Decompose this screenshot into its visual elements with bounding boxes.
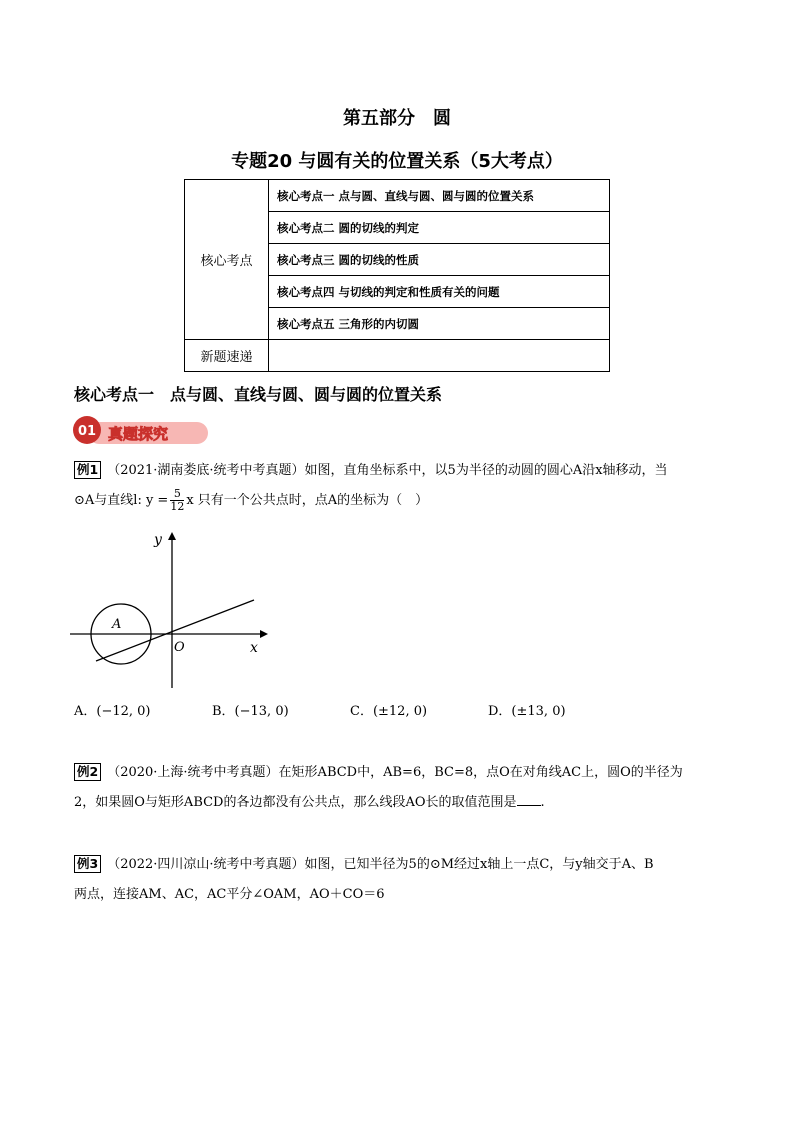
origin-label: O bbox=[174, 640, 185, 655]
question-3-line-1 bbox=[74, 850, 724, 880]
section-title: 核心考点一 点与圆、直线与圆、圆与圆的位置关系 bbox=[74, 385, 443, 404]
core-topics-label: 核心考点 bbox=[185, 180, 269, 340]
question-1-text-2b: x 只有一个公共点时，点A的坐标为（ ） bbox=[186, 493, 429, 508]
option-a[interactable]: A．(−12, 0) bbox=[74, 704, 151, 719]
question-1 bbox=[74, 456, 724, 516]
question-2-text-2: 2，如果圆O与矩形ABCD的各边都没有公共点，那么线段AO长的取值范围是 bbox=[74, 795, 517, 810]
badge-text: 真题探究 bbox=[108, 425, 169, 443]
question-2-line-2 bbox=[74, 788, 724, 818]
option-d[interactable]: D．(±13, 0) bbox=[488, 704, 566, 719]
topic-title: 专题20 与圆有关的位置关系（5大考点） bbox=[231, 151, 563, 172]
fraction-denominator: 12 bbox=[170, 500, 185, 513]
question-3-line-2: 两点，连接AM、AC，AC平分∠OAM，AO＋CO＝6 bbox=[74, 887, 385, 902]
core-topic-4: 核心考点四 与切线的判定和性质有关的问题 bbox=[269, 276, 610, 308]
question-1-text-1: （2021·湖南娄底·统考中考真题）如图，直角坐标系中，以5为半径的动圆的圆心A沿x轴移动，当 bbox=[107, 463, 668, 478]
fraction-numerator: 5 bbox=[173, 487, 181, 500]
question-3-text-1: （2022·四川凉山·统考中考真题）如图，已知半径为5的⊙M经过x轴上一点C，与y轴交于A、B bbox=[107, 857, 654, 872]
new-questions-label: 新题速递 bbox=[185, 340, 269, 372]
question-2-line-1 bbox=[74, 758, 724, 788]
y-label: y bbox=[154, 532, 162, 548]
circle-center-label: A bbox=[112, 617, 122, 632]
question-1-line-2 bbox=[74, 486, 724, 516]
question-2-text-end: . bbox=[540, 795, 545, 810]
core-topic-3: 核心考点三 圆的切线的性质 bbox=[269, 244, 610, 276]
question-3 bbox=[74, 850, 724, 910]
answer-blank[interactable] bbox=[517, 792, 541, 806]
core-topic-1: 核心考点一 点与圆、直线与圆、圆与圆的位置关系 bbox=[269, 180, 610, 212]
x-axis-arrow bbox=[260, 630, 268, 638]
question-3-number: 例3 bbox=[74, 855, 101, 873]
option-c[interactable]: C．(±12, 0) bbox=[350, 704, 428, 719]
new-questions-cell bbox=[269, 340, 610, 372]
fraction bbox=[170, 488, 184, 513]
part-title: 第五部分 圆 bbox=[343, 108, 451, 129]
badge-number: 01 bbox=[77, 424, 97, 439]
coordinate-graph bbox=[68, 530, 268, 690]
option-b[interactable]: B．(−13, 0) bbox=[212, 704, 289, 719]
core-topic-5: 核心考点五 三角形的内切圆 bbox=[269, 308, 610, 340]
x-label: x bbox=[250, 640, 258, 656]
y-axis-arrow bbox=[168, 532, 176, 540]
question-2 bbox=[74, 758, 724, 818]
question-1-number: 例1 bbox=[74, 461, 101, 479]
section-badge bbox=[72, 414, 212, 448]
question-1-text-2a: ⊙A与直线l: y = bbox=[74, 493, 169, 508]
question-2-number: 例2 bbox=[74, 763, 101, 781]
core-topics-table bbox=[184, 179, 610, 372]
core-topic-2: 核心考点二 圆的切线的判定 bbox=[269, 212, 610, 244]
question-2-text-1: （2020·上海·统考中考真题）在矩形ABCD中，AB=6，BC=8，点O在对角线AC上，圆O的半径为 bbox=[107, 765, 683, 780]
question-1-line-1 bbox=[74, 456, 724, 486]
